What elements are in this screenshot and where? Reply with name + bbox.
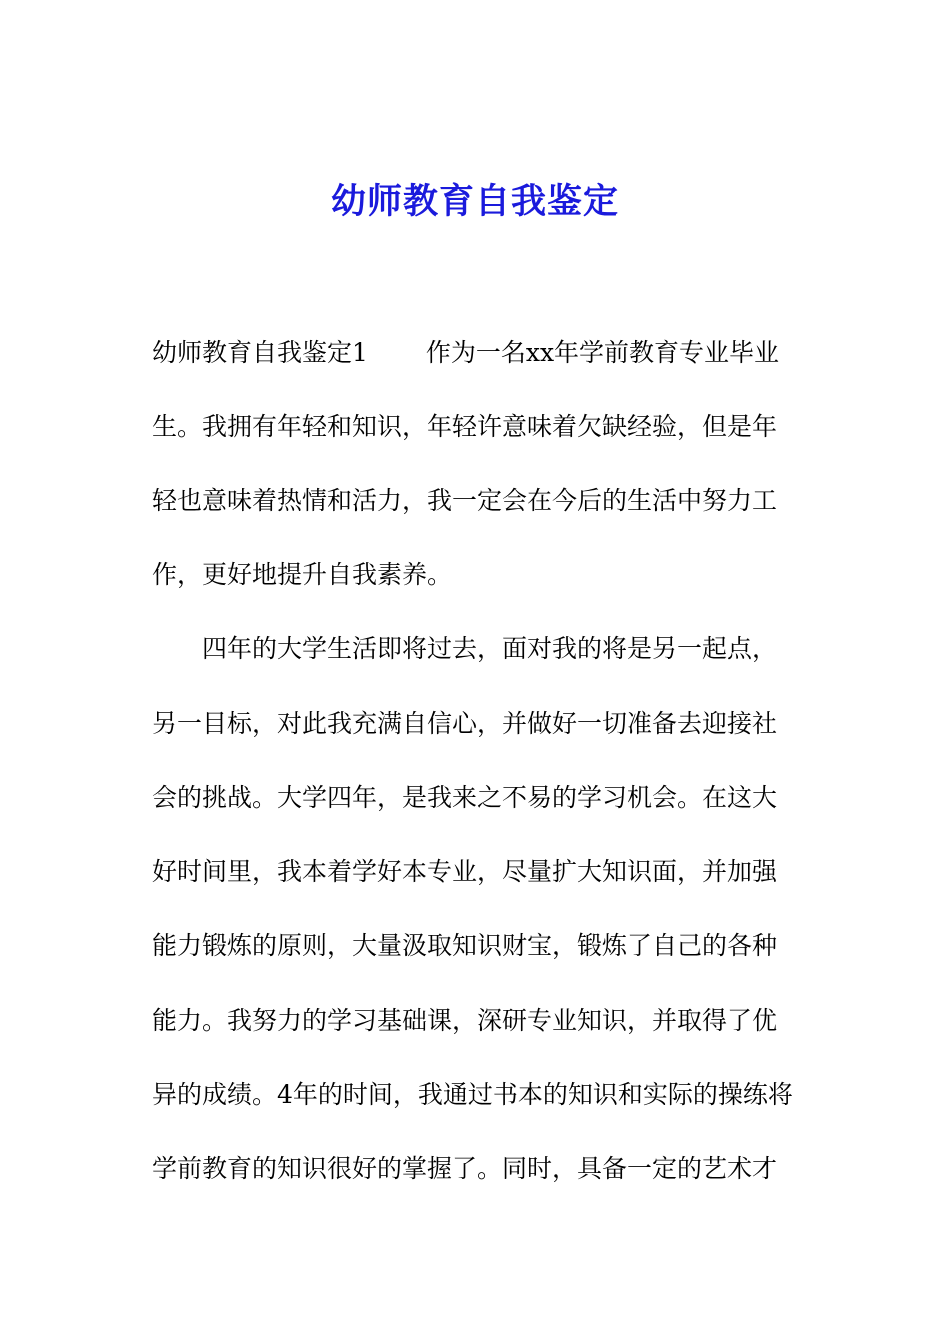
body-line: 四年的大学生活即将过去，面对我的将是另一起点， xyxy=(152,634,778,663)
body-line: 幼师教育自我鉴定1 作为一名xx年学前教育专业毕业 xyxy=(152,338,780,367)
body-line: 轻也意味着热情和活力，我一定会在今后的生活中努力工 xyxy=(152,486,778,515)
body-line: 另一目标，对此我充满自信心，并做好一切准备去迎接社 xyxy=(152,709,778,738)
document-title: 幼师教育自我鉴定 xyxy=(330,181,619,222)
body-line: 会的挑战。大学四年，是我来之不易的学习机会。在这大 xyxy=(152,783,778,812)
body-line: 生。我拥有年轻和知识，年轻许意味着欠缺经验，但是年 xyxy=(152,412,778,441)
body-line: 能力锻炼的原则，大量汲取知识财宝，锻炼了自己的各种 xyxy=(152,931,778,960)
body-line: 作，更好地提升自我素养。 xyxy=(152,560,453,589)
body-line: 学前教育的知识很好的掌握了。同时，具备一定的艺术才 xyxy=(152,1154,778,1183)
body-line: 能力。我努力的学习基础课，深研专业知识，并取得了优 xyxy=(152,1006,778,1035)
body-line: 好时间里，我本着学好本专业，尽量扩大知识面，并加强 xyxy=(152,857,778,886)
body-line: 异的成绩。4年的时间，我通过书本的知识和实际的操练将 xyxy=(152,1080,793,1109)
